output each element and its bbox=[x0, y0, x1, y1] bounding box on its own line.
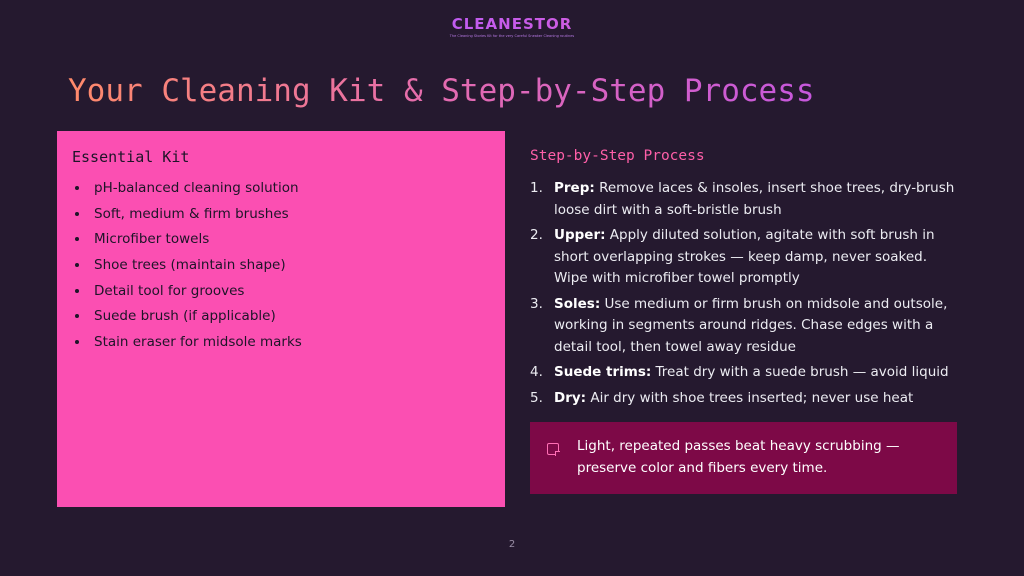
kit-item-label: Shoe trees (maintain shape) bbox=[94, 257, 286, 274]
step-lead: Suede trims: bbox=[554, 364, 652, 380]
kit-item-label: Soft, medium & firm brushes bbox=[94, 205, 289, 222]
process-heading: Step-by-Step Process bbox=[530, 148, 705, 164]
kit-item bbox=[71, 256, 491, 274]
step-number: 3. bbox=[530, 295, 543, 312]
kit-item-label: Stain eraser for midsole marks bbox=[94, 334, 302, 351]
kit-item-label: Microfiber towels bbox=[94, 231, 210, 248]
tip-callout bbox=[530, 422, 957, 494]
process-step bbox=[530, 178, 960, 221]
bullet-icon bbox=[75, 237, 79, 241]
step-lead: Dry: bbox=[554, 389, 587, 406]
step-lead: Upper: bbox=[554, 227, 606, 243]
step-number: 1. bbox=[530, 180, 543, 196]
brand-logo bbox=[0, 14, 1024, 39]
bullet-icon bbox=[75, 263, 79, 267]
essential-kit-heading: Essential Kit bbox=[72, 148, 190, 166]
kit-item-label: Suede brush (if applicable) bbox=[94, 308, 276, 325]
kit-item bbox=[71, 307, 491, 325]
brand-tagline: The Cleaning Stories Kit for the very Careful Sneaker Cleaning routines bbox=[449, 34, 575, 38]
kit-item-label: pH-balanced cleaning solution bbox=[94, 180, 299, 196]
step-number: 2. bbox=[530, 227, 543, 243]
step-text: Treat dry with a suede brush — avoid liquid bbox=[651, 364, 949, 380]
kit-item-label: Detail tool for grooves bbox=[94, 282, 245, 299]
kit-item bbox=[71, 282, 491, 300]
process-step bbox=[530, 388, 960, 410]
process-section bbox=[530, 146, 960, 413]
bullet-icon bbox=[75, 340, 79, 344]
kit-item bbox=[71, 230, 491, 248]
step-text: Use medium or firm brush on midsole and outsole, working in segments around ridges. Chase edges with a detail tool, then towel away residue bbox=[554, 295, 948, 355]
process-step bbox=[530, 362, 960, 384]
step-lead: Prep: bbox=[554, 180, 595, 196]
process-step-list bbox=[530, 178, 960, 409]
step-text: Apply diluted solution, agitate with soft brush in short overlapping strokes — keep damp, never soaked. Wipe with microfiber towel promptly bbox=[554, 227, 935, 286]
step-number: 4. bbox=[530, 364, 543, 380]
slide-title: Your Cleaning Kit & Step-by-Step Process bbox=[68, 70, 815, 112]
step-text: Remove laces & insoles, insert shoe trees, dry-brush loose dirt with a soft-bristle brush bbox=[554, 180, 955, 218]
bullet-icon bbox=[75, 314, 79, 318]
brand-name: CLEANESTOR bbox=[0, 14, 1024, 34]
bullet-icon bbox=[75, 212, 79, 216]
step-text: Air dry with shoe trees inserted; never use heat bbox=[586, 389, 914, 406]
essential-kit-panel bbox=[57, 131, 505, 507]
essential-kit-list bbox=[71, 179, 491, 351]
kit-item bbox=[71, 333, 491, 351]
bullet-icon bbox=[75, 289, 79, 293]
kit-item bbox=[71, 179, 491, 197]
process-step bbox=[530, 225, 960, 290]
step-lead: Soles: bbox=[554, 295, 601, 312]
bullet-icon bbox=[75, 186, 79, 190]
step-number: 5. bbox=[530, 389, 543, 406]
sticky-note-icon bbox=[547, 443, 559, 455]
page-number: 2 bbox=[508, 539, 516, 550]
process-step bbox=[530, 294, 960, 359]
kit-item bbox=[71, 205, 491, 223]
tip-text: Light, repeated passes beat heavy scrubbing — preserve color and fibers every time. bbox=[577, 438, 900, 476]
